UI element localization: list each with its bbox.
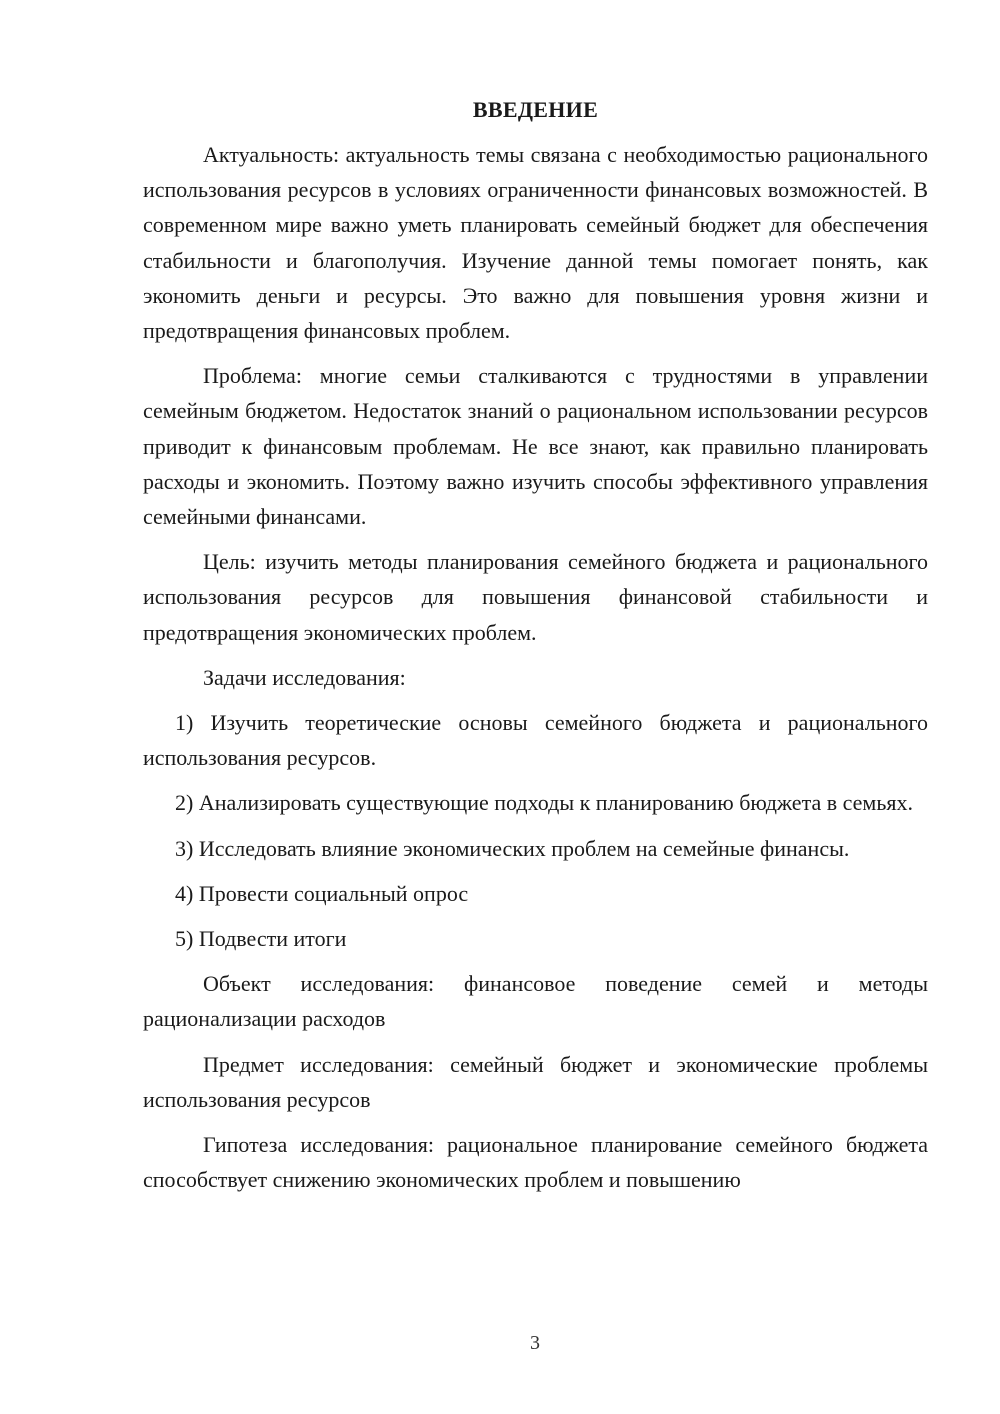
problem-paragraph: Проблема: многие семьи сталкиваются с трудностями в управлении семейным бюджетом. Недостаток знаний о рациональном использовании ресурсов приводит к финансовым проблемам. Не все знают, как правильно планировать расходы и экономить. Поэтому важно изучить способы эффективного управления семейными финансами. — [143, 363, 928, 530]
document-page — [143, 92, 928, 1207]
tasks-heading: Задачи исследования: — [203, 664, 406, 690]
goal-paragraph: Цель: изучить методы планирования семейного бюджета и рационального использования ресурсов для повышения финансовой стабильности и предотвращения экономических проблем. — [143, 549, 928, 645]
page-title: ВВЕДЕНИЕ — [472, 97, 599, 122]
task-item-4: 4) Провести социальный опрос — [175, 880, 469, 906]
page-number: 3 — [530, 1332, 540, 1354]
hypothesis-paragraph: Гипотеза исследования: рациональное планирование семейного бюджета способствует снижению экономических проблем и повышению — [143, 1132, 928, 1193]
task-item-3: 3) Исследовать влияние экономических проблем на семейные финансы. — [175, 835, 850, 861]
relevance-paragraph: Актуальность: актуальность темы связана с необходимостью рационального использования ресурсов в условиях ограниченности финансовых возможностей. В современном мире важно уметь планировать семейный бюджет для обеспечения стабильности и благополучия. Изучение данной темы помогает понять, как экономить деньги и ресурсы. Это важно для повышения уровня жизни и предотвращения финансовых проблем. — [143, 142, 928, 344]
subject-paragraph: Предмет исследования: семейный бюджет и экономические проблемы использования ресурсов — [143, 1051, 928, 1112]
object-paragraph: Объект исследования: финансовое поведение семей и методы рационализации расходов — [143, 971, 928, 1032]
task-item-2: 2) Анализировать существующие подходы к планированию бюджета в семьях. — [175, 790, 913, 816]
task-item-5: 5) Подвести итоги — [175, 926, 347, 952]
task-item-1: 1) Изучить теоретические основы семейного бюджета и рационального использования ресурсов. — [143, 710, 928, 771]
